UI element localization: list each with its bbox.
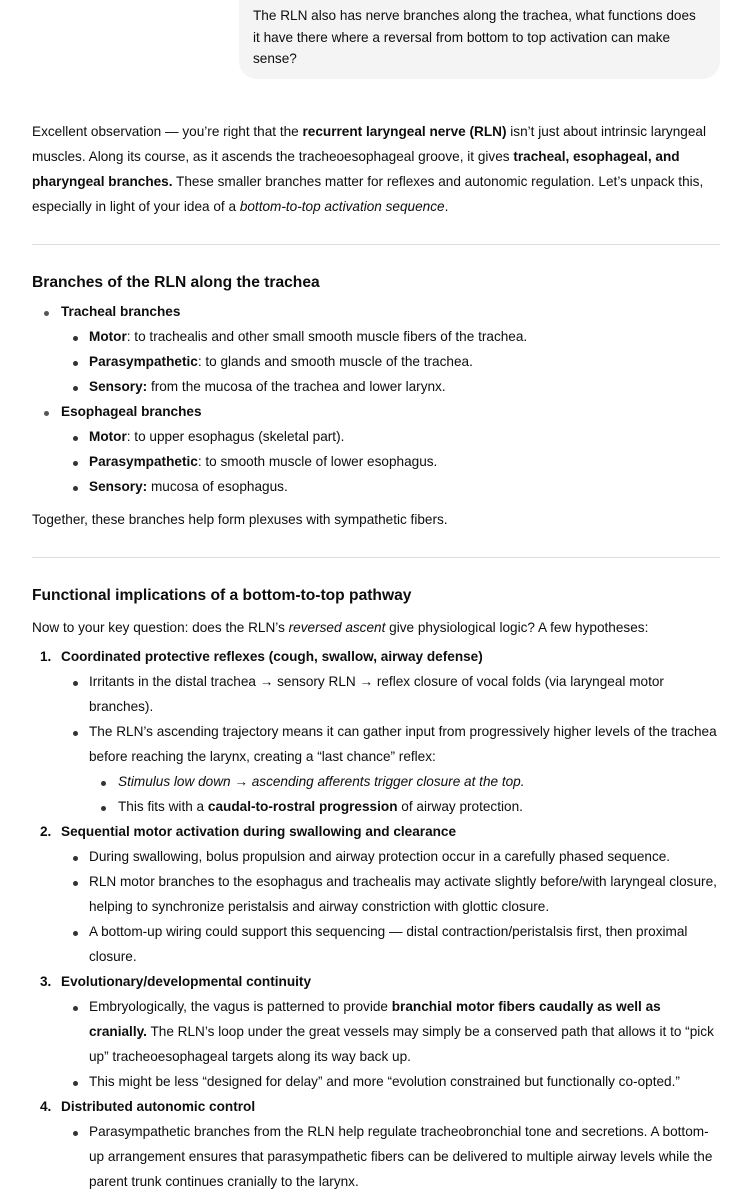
user-message-bubble	[239, 0, 720, 79]
list-item: Sensory: from the mucosa of the trachea and lower larynx.	[32, 374, 722, 399]
list-item: During swallowing, bolus propulsion and airway protection occur in a carefully phased sequence.	[32, 844, 722, 869]
list-item: Parasympathetic: to smooth muscle of lower esophagus.	[32, 449, 722, 474]
list-item: Sensory: mucosa of esophagus.	[32, 474, 722, 499]
list-item: Motor: to trachealis and other small smooth muscle fibers of the trachea.	[32, 324, 722, 349]
list-item: Stimulus low down → ascending afferents trigger closure at the top.	[32, 769, 722, 794]
intro-paragraph	[32, 119, 720, 219]
section-heading: Functional implications of a bottom-to-top pathway	[32, 587, 412, 604]
intro-bold: tracheal, esophageal, and pharyngeal branches.	[32, 149, 680, 189]
hypotheses-list	[32, 644, 722, 1194]
list-item: 1. Coordinated protective reflexes (cough, swallow, airway defense)	[40, 649, 483, 664]
list-item: This might be less “designed for delay” and more “evolution constrained but functionally co-opted.”	[32, 1069, 722, 1094]
hypothesis-title: Coordinated protective reflexes (cough, swallow, airway defense)	[61, 649, 483, 664]
intro-italic: bottom-to-top activation sequence	[239, 199, 445, 214]
section-heading: Branches of the RLN along the trachea	[32, 274, 320, 291]
list-item: Parasympathetic branches from the RLN help regulate tracheobronchial tone and secretions. A bottom-up arrangement ensures that parasympathetic fibers can be delivered to multiple airway levels while the parent trunk continues cranially to the larynx.	[32, 1119, 722, 1194]
list-item: 4. Distributed autonomic control	[40, 1099, 256, 1114]
list-item: Motor: to upper esophagus (skeletal part).	[32, 424, 722, 449]
user-message-text: The RLN also has nerve branches along the trachea, what functions does it have there where a reversal from bottom to top activation can make sense?	[253, 8, 696, 66]
list-item: Irritants in the distal trachea → sensory RLN → reflex closure of vocal folds (via laryngeal motor branches).	[32, 669, 722, 719]
intro-text: Excellent observation — you’re right that the	[32, 124, 303, 139]
intro-text: These smaller branches matter for reflexes and autonomic regulation. Let’s unpack this, especially in light of your idea of a	[32, 174, 704, 214]
hypothesis-title: Distributed autonomic control	[61, 1099, 256, 1114]
group-title: Esophageal branches	[61, 404, 202, 419]
list-item	[32, 399, 722, 424]
intro-text: .	[444, 199, 449, 214]
list-item: Parasympathetic: to glands and smooth muscle of the trachea.	[32, 349, 722, 374]
branch-list	[32, 299, 722, 499]
list-item: 2. Sequential motor activation during swallowing and clearance	[40, 824, 457, 839]
section-lead: Now to your key question: does the RLN’s reversed ascent give physiological logic? A few hypotheses:	[32, 620, 649, 635]
intro-bold: recurrent laryngeal nerve (RLN)	[302, 124, 507, 139]
hypothesis-title: Sequential motor activation during swallowing and clearance	[61, 824, 457, 839]
section-closing: Together, these branches help form plexuses with sympathetic fibers.	[32, 512, 448, 527]
hypothesis-title: Evolutionary/developmental continuity	[61, 974, 312, 989]
list-item: This fits with a caudal-to-rostral progression of airway protection.	[32, 794, 722, 819]
group-title: Tracheal branches	[61, 304, 181, 319]
list-item: 3. Evolutionary/developmental continuity	[40, 974, 312, 989]
list-item: The RLN’s ascending trajectory means it can gather input from progressively higher levels of the trachea before reaching the larynx, creating a “last chance” reflex:	[32, 719, 722, 769]
list-item: RLN motor branches to the esophagus and trachealis may activate slightly before/with laryngeal closure, helping to synchronize peristalsis and airway constriction with glottic closure.	[32, 869, 722, 919]
list-item	[32, 299, 722, 324]
divider	[32, 244, 720, 245]
intro-text: isn’t just about intrinsic laryngeal muscles. Along its course, as it ascends the tracheoesophageal groove, it gives	[32, 124, 706, 164]
divider	[32, 557, 720, 558]
list-item: A bottom-up wiring could support this sequencing — distal contraction/peristalsis first, then proximal closure.	[32, 919, 722, 969]
list-item: Embryologically, the vagus is patterned to provide branchial motor fibers caudally as well as cranially. The RLN’s loop under the great vessels may simply be a conserved path that allows it to “pick up” tracheoesophageal targets along its way back up.	[32, 994, 722, 1069]
